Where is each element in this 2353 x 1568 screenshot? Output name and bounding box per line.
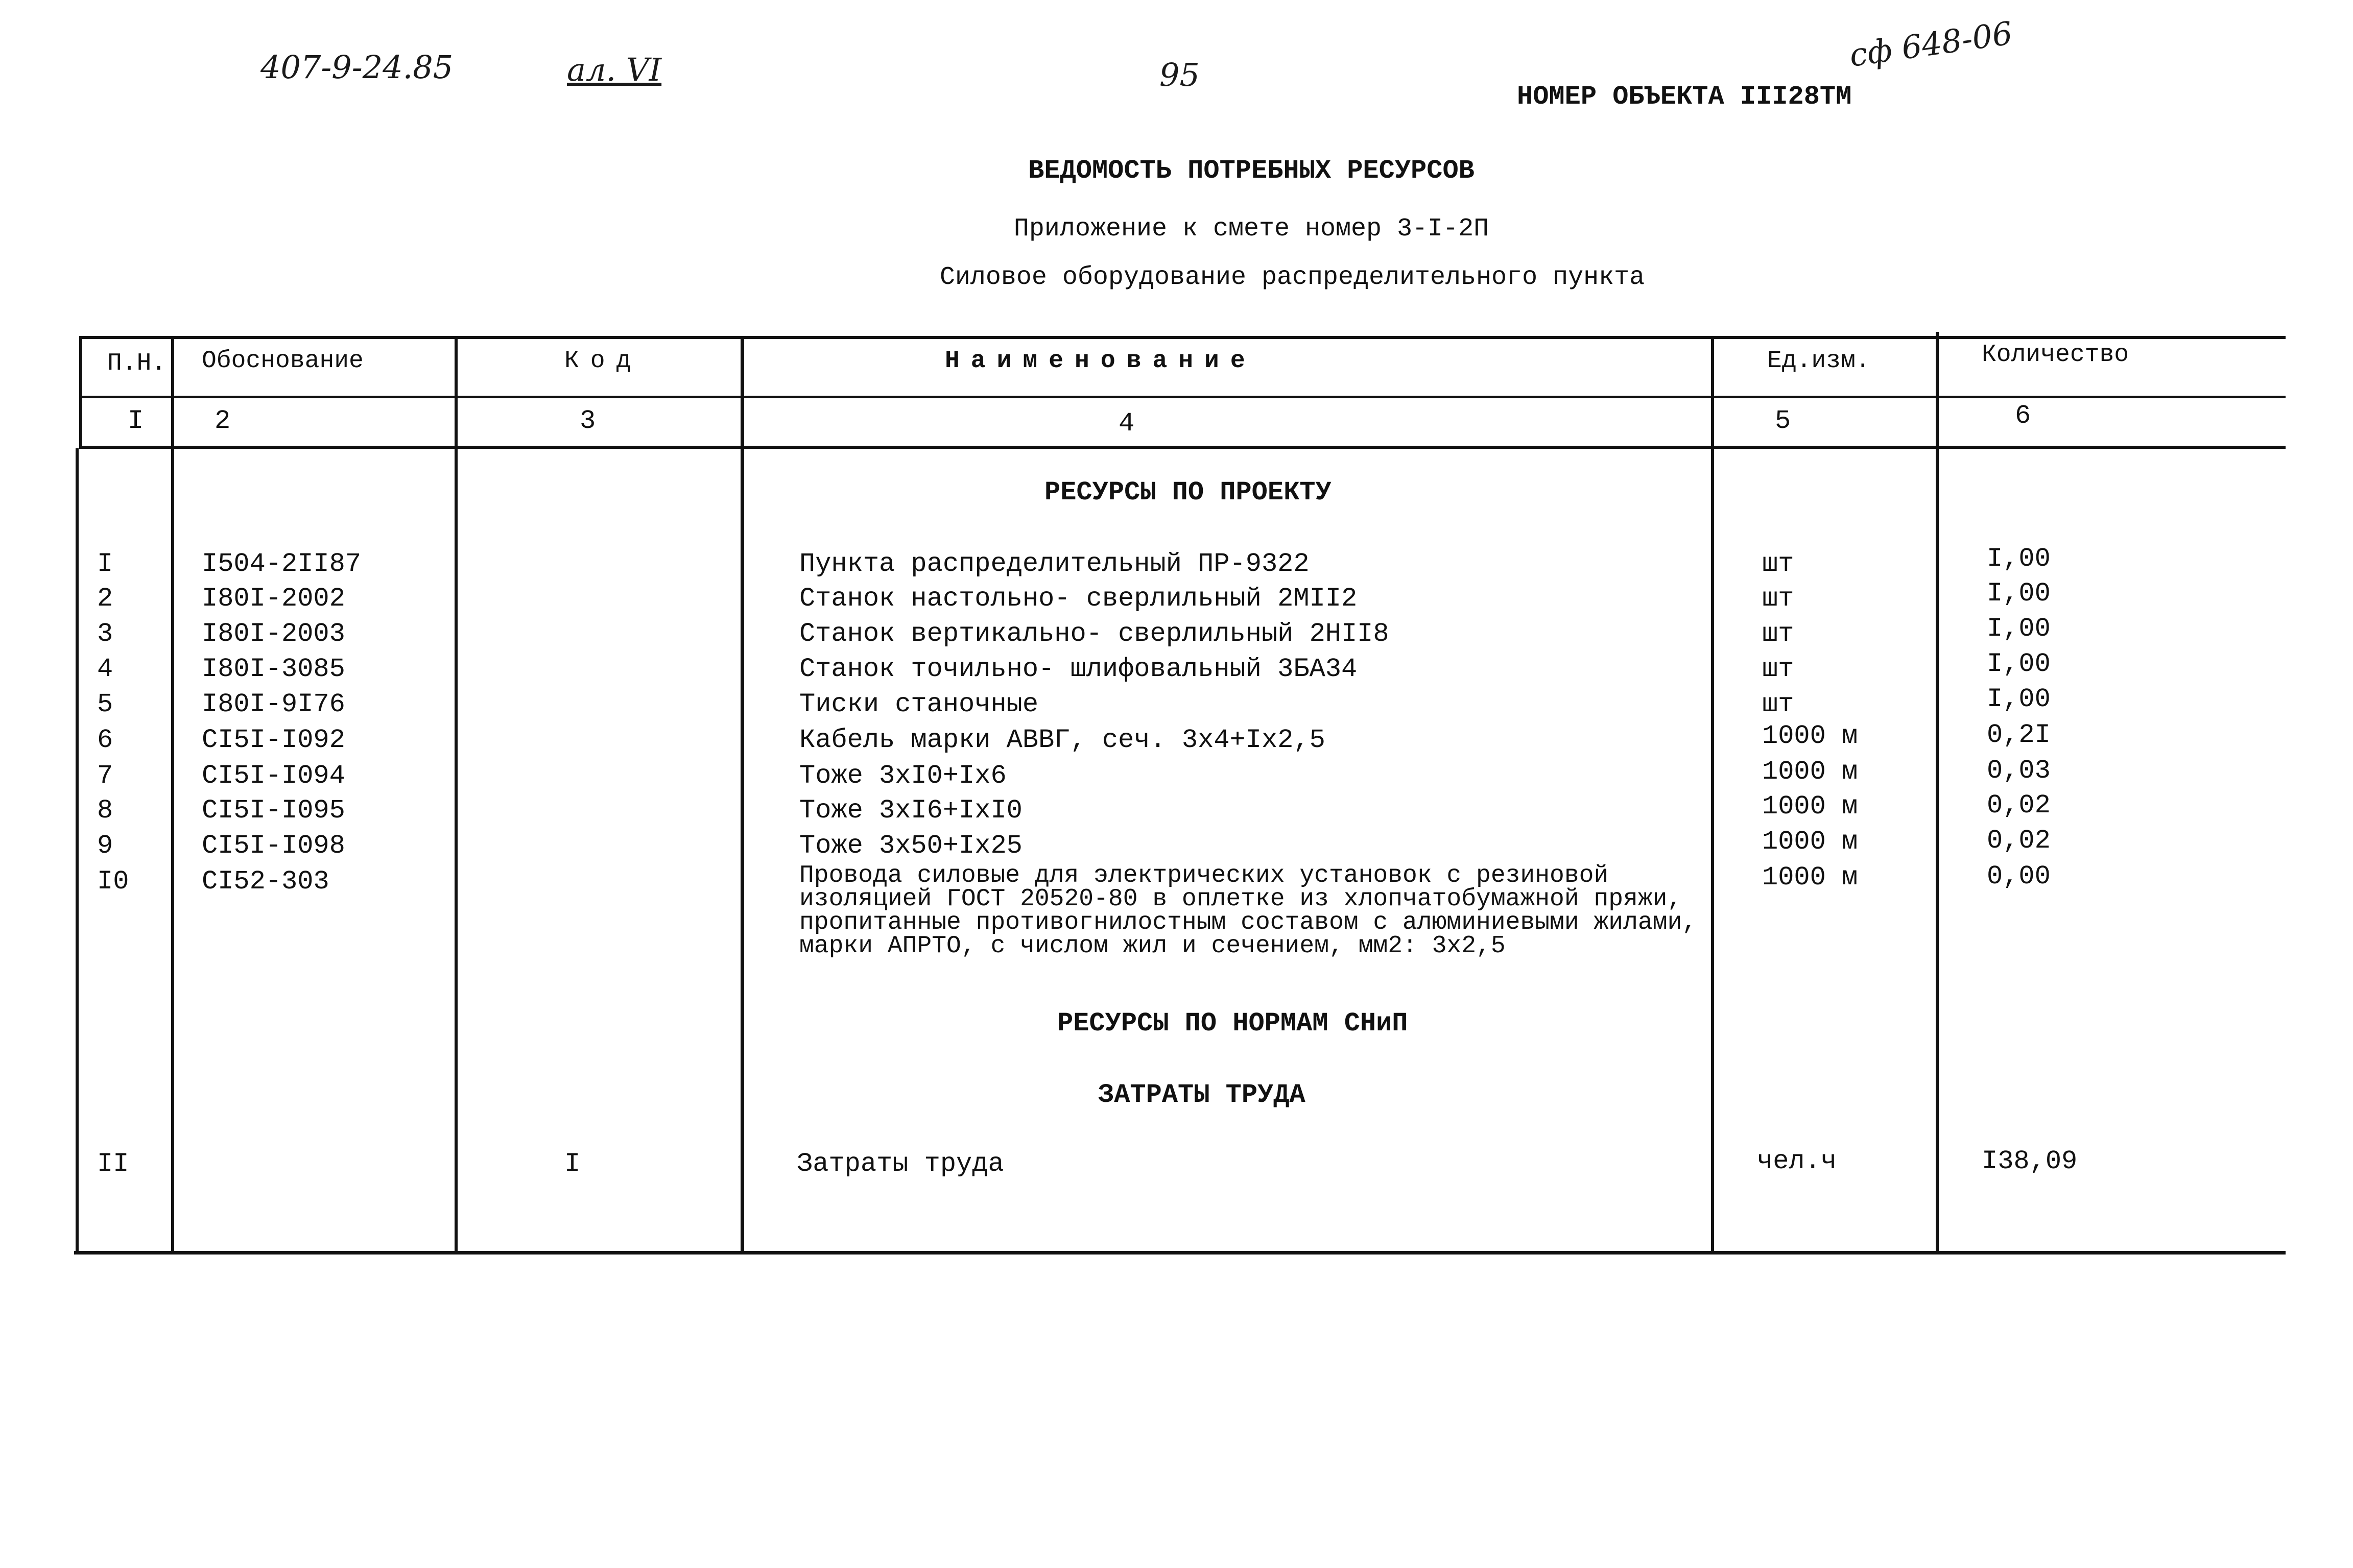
row-qty: I,00 <box>1987 614 2051 644</box>
row-name: Тиски станочные <box>799 689 1039 719</box>
row-unit: 1000 м <box>1762 757 1858 787</box>
row-basis: CI5I-I094 <box>202 761 345 791</box>
row-unit: шт <box>1762 584 1794 614</box>
row-basis: I80I-9I76 <box>202 689 345 719</box>
row-name: Тоже 3х50+Iх25 <box>799 831 1023 861</box>
row-name: Пункта распределительный ПР-9322 <box>799 549 1310 579</box>
row-pn: 8 <box>97 795 113 826</box>
row-basis: I80I-3085 <box>202 654 345 684</box>
row-pn: 7 <box>97 761 113 791</box>
colnum-5: 5 <box>1775 406 1791 436</box>
header-pn: П.Н. <box>107 350 167 377</box>
row-qty: 0,03 <box>1987 756 2051 786</box>
row-pn: 5 <box>97 689 113 719</box>
row-name: Затраты труда <box>797 1149 1004 1179</box>
row-basis: I80I-2002 <box>202 584 345 614</box>
colnum-1: I <box>128 406 144 436</box>
row-name: Станок точильно- шлифовальный 3БА34 <box>799 654 1358 684</box>
row-unit: 1000 м <box>1762 827 1858 857</box>
row-basis: I504-2II87 <box>202 549 362 579</box>
row-code: I <box>564 1149 581 1179</box>
row-basis: CI5I-I092 <box>202 725 345 755</box>
row-unit: шт <box>1762 689 1794 719</box>
handwritten-page-number: 95 <box>1159 56 1200 93</box>
row-qty: I,00 <box>1987 544 2051 574</box>
colnum-3: 3 <box>580 406 596 436</box>
row-basis: CI5I-I098 <box>202 831 345 861</box>
row-qty: 0,02 <box>1987 826 2051 856</box>
row-name: Станок вертикально- сверлильный 2НII8 <box>799 619 1389 649</box>
colnum-6: 6 <box>2015 401 2031 431</box>
section-project-resources: РЕСУРСЫ ПО ПРОЕКТУ <box>1044 477 1332 508</box>
row-qty: 0,2I <box>1987 720 2051 750</box>
row-unit: шт <box>1762 654 1794 684</box>
colnum-4: 4 <box>1119 408 1135 439</box>
row-name: Станок настольно- сверлильный 2МII2 <box>799 584 1358 614</box>
row-qty: I,00 <box>1987 649 2051 679</box>
row-pn: 3 <box>97 619 113 649</box>
row-pn: 4 <box>97 654 113 684</box>
header-qty: Количество <box>1982 341 2129 369</box>
row-name: Кабель марки АВВГ, сеч. 3х4+Iх2,5 <box>799 725 1325 755</box>
row-qty: 0,00 <box>1987 861 2051 891</box>
header-code: Код <box>564 347 643 375</box>
row-name: Тоже 3хI0+Iх6 <box>799 761 1007 791</box>
row-pn: II <box>97 1149 129 1179</box>
handwritten-stamp: сф 648-06 <box>1847 14 2015 74</box>
main-title: ВЕДОМОСТЬ ПОТРЕБНЫХ РЕСУРСОВ <box>1028 156 1475 186</box>
row-qty: I,00 <box>1987 684 2051 714</box>
row-unit: чел.ч <box>1757 1146 1837 1176</box>
colnum-2: 2 <box>215 406 231 436</box>
row-name: Провода силовые для электрических установок с резиновой изоляцией ГОСТ 20520-80 в оплетке из хлопчатобумажной пряжи, пропитанные противогнилостным составом с алюминиевыми жилами, марки АПРТО, с числом жил и сечением, мм2: 3х2,5 <box>799 862 1697 960</box>
object-number: НОМЕР ОБЪЕКТА III28TM <box>1517 82 1852 112</box>
row-pn: 9 <box>97 831 113 861</box>
handwritten-series: 407-9-24.85 <box>260 49 454 86</box>
row-qty: I38,09 <box>1982 1146 2078 1176</box>
row-name: Тоже 3хI6+IхI0 <box>799 795 1023 826</box>
section-labor-costs: ЗАТРАТЫ ТРУДА <box>1098 1080 1305 1110</box>
row-unit: 1000 м <box>1762 862 1858 892</box>
row-basis: CI5I-I095 <box>202 795 345 826</box>
row-pn: I <box>97 549 113 579</box>
row-basis: I80I-2003 <box>202 619 345 649</box>
handwritten-album: ал. VI <box>567 51 662 88</box>
appendix-title: Приложение к смете номер 3-I-2П <box>1013 214 1489 244</box>
header-basis: Обоснование <box>202 347 364 375</box>
header-name: Наименование <box>945 347 1256 375</box>
row-unit: 1000 м <box>1762 791 1858 822</box>
row-pn: I0 <box>97 866 129 897</box>
row-unit: 1000 м <box>1762 721 1858 751</box>
subject-title: Силовое оборудование распределительного пункта <box>939 263 1645 292</box>
row-unit: шт <box>1762 619 1794 649</box>
row-pn: 6 <box>97 725 113 755</box>
section-norms-resources: РЕСУРСЫ ПО НОРМАМ СНиП <box>1057 1008 1408 1039</box>
row-basis: CI52-303 <box>202 866 329 897</box>
row-unit: шт <box>1762 549 1794 579</box>
row-pn: 2 <box>97 584 113 614</box>
header-unit: Ед.изм. <box>1767 347 1870 375</box>
row-qty: I,00 <box>1987 578 2051 609</box>
row-qty: 0,02 <box>1987 790 2051 821</box>
